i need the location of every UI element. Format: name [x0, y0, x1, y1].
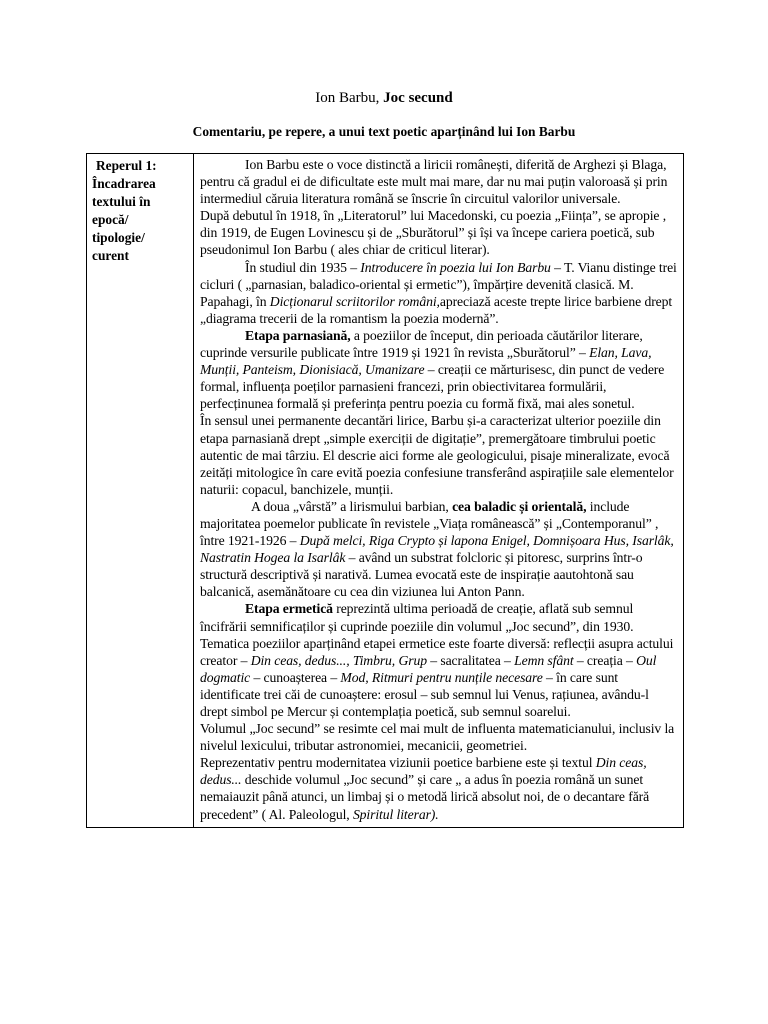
reper-label-cell: [87, 154, 194, 828]
paragraph-debut: După debutul în 1918, în „Literatorul” lui Macedonski, cu poezia „Ființa”, se apropie , din 1919, de Eugen Lovinescu și de „Sburătorul” și își va începe cariera poetică, sub pseudonimul Ion Barbu ( ales chiar de criticul literar).: [200, 208, 667, 258]
italic-title: După melci, Riga Crypto și lapona Enigel, Domnișoara Hus, Isarlâk, Nastratin Hogea la Isarlâk: [200, 533, 674, 566]
text-run: reprezintă ultima perioadă de creație, aflată sub semnul încifrării semnificaților și cuprinde poeziile din volumul „Joc secund”, din 1930. Tematica poeziilor aparținând etapei ermetice este foarte diversă: reflecții asupra actului creator –: [200, 601, 674, 668]
bold-term: cea baladic și orientală,: [452, 498, 587, 514]
text-run: – creații ce mărturisesc, din punct de vedere formal, influența poeților parnasieni francezi, prin obiectivitarea formulării, perfecținunea formală și preferința pentru poezia cu formă fixă, mai ales sonetul.: [200, 362, 665, 412]
paragraph-modernity: [200, 754, 679, 822]
italic-title: Elan, Lava, Munții, Panteism, Dionisiacă, Umanizare: [200, 345, 652, 378]
commentary-content: [194, 154, 683, 827]
italic-title: Din ceas, dedus...: [200, 755, 647, 788]
reper-label-line: Încadrarea: [92, 176, 156, 191]
reper-label-line: textului în: [92, 194, 151, 209]
title-work: Joc secund: [383, 90, 453, 106]
text-run: include majoritatea poemelor publicate în revistele „Viața românească” și „Contemporanul” , între 1921-1926 –: [200, 498, 659, 549]
reper-title: Reperul 1:: [96, 158, 157, 173]
italic-title: Din ceas, dedus..., Timbru, Grup: [250, 652, 427, 668]
italic-title: Dicționarul scriitorilor români,: [269, 293, 440, 309]
paragraph-volume: Volumul „Joc secund” se resimte cel mai mult de influenta matematicianului, inclusiv la nivelul lexicului, tributar astronomiei, mecanicii, geometriei.: [200, 721, 675, 754]
text-run: Reprezentativ pentru modernitatea viziunii poetice barbiene este și textul: [200, 755, 596, 771]
reper-label-line: curent: [92, 248, 129, 263]
italic-title: Mod, Ritmuri pentru nunțile necesare: [340, 669, 543, 685]
bold-term: Etapa ermetică: [245, 601, 333, 617]
paragraph-parnassian: [200, 327, 679, 412]
italic-title: Introducere în poezia lui Ion Barbu: [360, 259, 551, 275]
paragraph-intro: Ion Barbu este o voce distinctă a liricii românești, diferită de Arghezi și Blaga, pentru că gradul ei de dificultate este mult mai mare, dar nu mai puțin valoroasă și prin intermediul căruia literatura română se înscrie în circuitul valorilor universale.: [200, 157, 668, 207]
paragraph-balkan: [200, 498, 679, 601]
text-run: – T. Vianu distinge trei cicluri ( „parnasian, baladico-oriental și ermetic”), împărțire devenită clasică. M. Papahagi, în: [200, 259, 677, 309]
text-run: – creația –: [573, 652, 637, 668]
commentary-table: [86, 153, 684, 828]
paragraph-hermetic: [200, 600, 679, 720]
text-run: – având un substrat folcloric și pitoresc, surprins într-o structură descriptivă și narativă. Lumea evocată este de inspirație aautohtonă sau balcanică, asemănătoare cu cea din viziunea lui Anton Pann.: [200, 550, 643, 600]
italic-title: Spiritul literar).: [352, 806, 439, 822]
text-run: – sacralitatea –: [426, 652, 515, 668]
reper-label-line: tipologie/: [92, 230, 145, 245]
commentary-content-cell: [194, 154, 684, 828]
document-title: [0, 88, 768, 108]
text-run: apreciază aceste trepte lirice barbiene drept „diagrama trecerii de la romantism la poezia modernă”.: [200, 293, 673, 326]
text-run: deschide volumul „Joc secund” și care „ a adus în poezia română un sunet nemaiauzit până atunci, un limbaj și o metodă lirică absolut noi, de o decantare fără precedent” ( Al. Paleologul,: [200, 772, 650, 822]
document-subtitle: Comentariu, pe repere, a unui text poetic aparținând lui Ion Barbu: [192, 124, 576, 139]
text-run: – cunoașterea –: [250, 669, 341, 685]
text-run: a poeziilor de început, din perioada căutărilor literare, cuprinde versurile publicate între 1919 și 1921 în revista „Sburătorul” –: [200, 327, 643, 361]
bold-term: Etapa parnasiană,: [245, 327, 351, 343]
text-run: – în care sunt identificate trei căi de cunoaștere: erosul – sub semnul lui Venus, rațiunea, avându-l drept simbol pe Mercur și contemplația poetică, sub semnul soarelui.: [200, 669, 649, 719]
paragraph-vianu: [200, 259, 679, 327]
table-row: [87, 154, 684, 828]
text-run: În studiul din 1935 –: [245, 259, 361, 275]
reper-label-line: epocă/: [92, 212, 129, 227]
paragraph-decantation: În sensul unei permanente decantări lirice, Barbu și-a caracterizat ulterior poeziile din etapa parnasiană drept „simple exerciții de digitație”, premergătoare timbrului poetic autentic de mai târziu. El descrie aici forme ale geologicului, pisaje mineralizate, evocă zeități mitologice în care evită poezia confesiune transferând aspirațiile sale elementelor naturii: copacul, banchizele, munții.: [200, 413, 674, 497]
italic-title: Lemn sfânt: [514, 652, 574, 668]
text-run: A doua „vârstă” a lirismului barbian,: [251, 498, 453, 514]
reper-label: [87, 154, 193, 265]
title-author: Ion Barbu,: [315, 90, 384, 106]
italic-title: Oul dogmatic: [200, 652, 657, 685]
